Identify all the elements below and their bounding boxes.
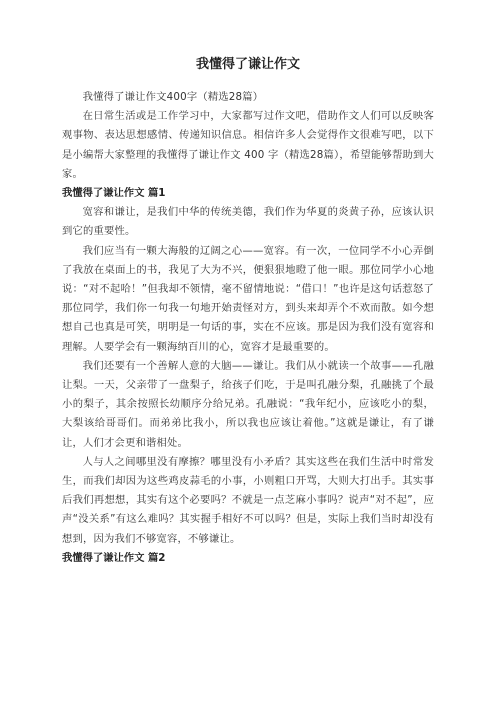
section-1-paragraph-3: 我们还要有一个善解人意的大脑——谦让。我们从小就读一个故事——孔融让梨。一天，父亲带了一盘梨子，给孩子们吃，于是叫孔融分梨，孔融挑了个最小的梨子，其余按照长幼顺序分给兄弟。孔融说：“我年纪小，应该吃小的梨，大梨该给哥哥们。而弟弟比我小，所以我也应该让着他。”这就是谦让，有了谦让，人们才会更和谐相处。 bbox=[62, 359, 434, 449]
section-1-paragraph-2: 我们应当有一颗大海般的辽阔之心——宽容。有一次，一位同学不小心弄倒了我放在桌面上的书，我见了大为不兴，便狠狠地瞪了他一眼。那位同学小心地说：“对不起哈！”但我却不领情，毫不留情地说：“借口！”也许是这句话惹怒了那位同学，我们你一句我一句地开始责怪对方，到头来却弄个不欢而散。如今想想自己也真是可笑，明明是一句话的事，实在不应该。那是因为我们没有宽容和理解。人要学会有一颗海纳百川的心，宽容才是最重要的。 bbox=[62, 244, 434, 353]
document-page bbox=[62, 56, 434, 568]
intro-paragraph: 在日常生活或是工作学习中，大家都写过作文吧，借助作文人们可以反映客观事物、表达思想感情、传递知识信息。相信许多人会觉得作文很难写吧，以下是小编帮大家整理的我懂得了谦让作文 400 字（精选28篇），希望能够帮助到大家。 bbox=[62, 110, 434, 180]
intro-subtitle: 我懂得了谦让作文400字（精选28篇） bbox=[82, 91, 264, 103]
section-1-paragraph-4: 人与人之间哪里没有摩擦？哪里没有小矛盾？其实这些在我们生活中时常发生，而我们却因为这些鸡皮蒜毛的小事，小则粗口开骂，大则大打出手。其实事后我们再想想，其实有这个必要吗？不就是一点芝麻小事吗？说声“对不起”，应声“没关系”有这么难吗？其实握手相好不可以吗？但是，实际上我们当时却没有想到，因为我们不够宽容，不够谦让。 bbox=[62, 455, 434, 545]
section-heading-1: 我懂得了谦让作文 篇1 bbox=[62, 187, 166, 200]
section-1-paragraph-1: 宽容和谦让，是我们中华的传统美德，我们作为华夏的炎黄子孙，应该认识到它的重要性。 bbox=[62, 206, 434, 238]
section-heading-2: 我懂得了谦让作文 篇2 bbox=[62, 551, 166, 564]
document-title: 我懂得了谦让作文 bbox=[195, 57, 300, 72]
